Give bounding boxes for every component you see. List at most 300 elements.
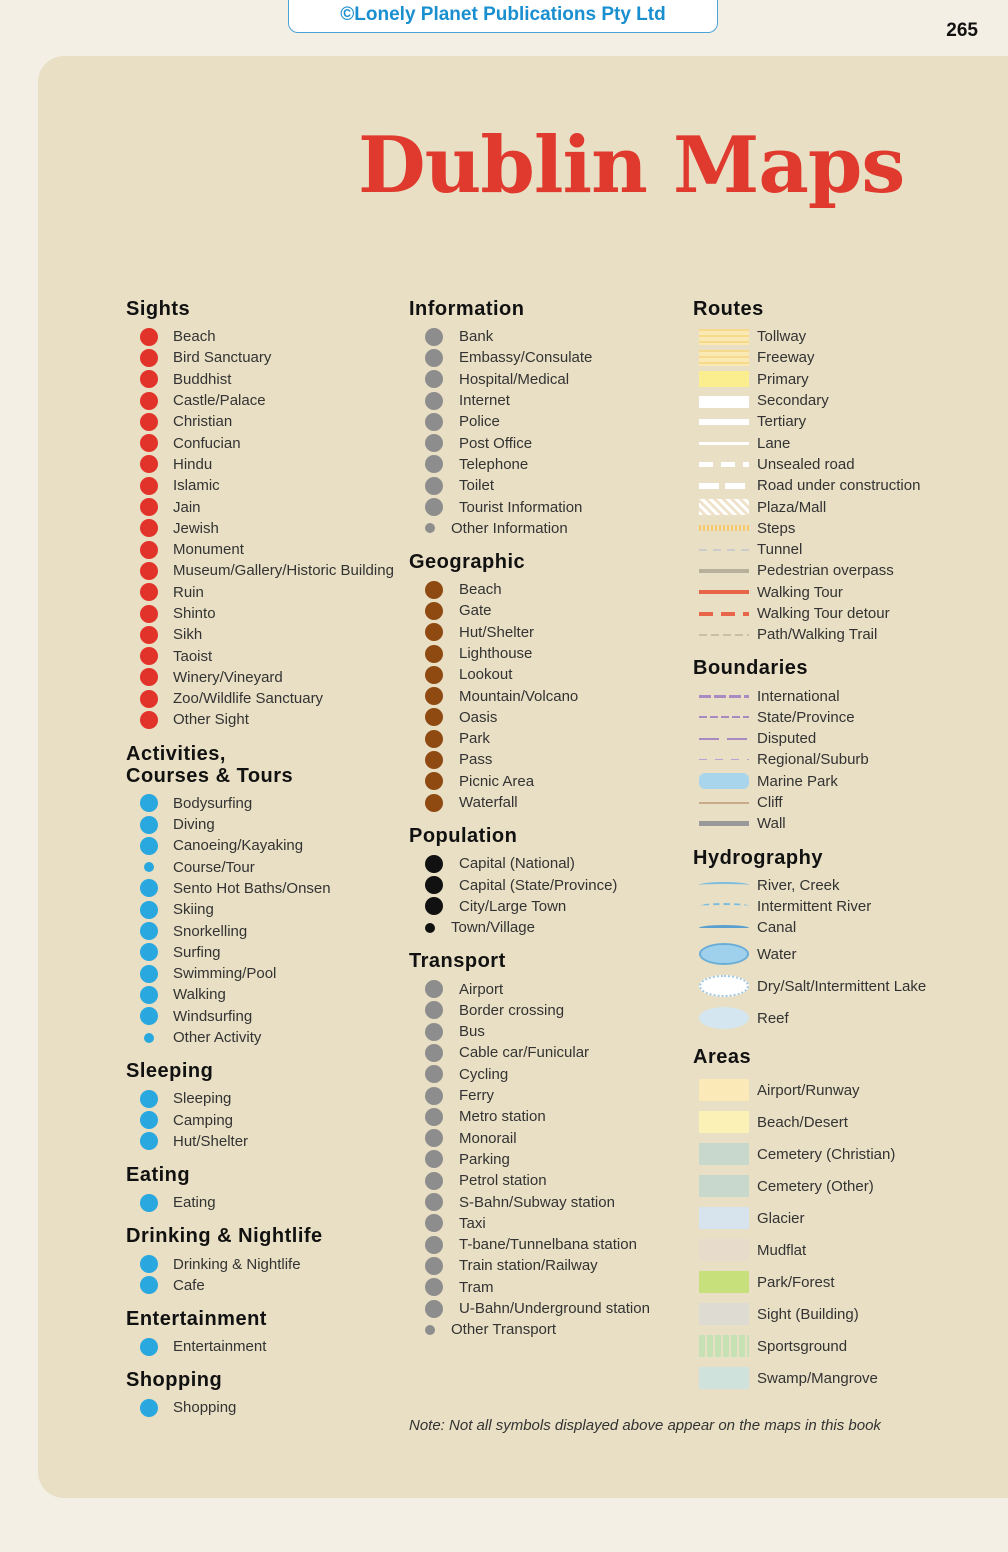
legend-item — [409, 896, 689, 917]
monorail-icon — [425, 1129, 443, 1147]
cliff-swatch-icon — [699, 794, 749, 812]
islamic-icon — [140, 477, 158, 495]
legend-item — [126, 1027, 396, 1048]
canoeing-kayaking-icon — [140, 837, 158, 855]
taoist-icon — [140, 647, 158, 665]
town-village-icon — [425, 923, 435, 933]
city-large-town-icon — [425, 897, 443, 915]
legend-label: Other Activity — [173, 1029, 262, 1047]
christian-icon — [140, 413, 158, 431]
legend-label: Capital (State/Province) — [459, 876, 618, 894]
legend-label: Toilet — [459, 477, 495, 495]
section-title: Sleeping — [126, 1060, 214, 1083]
legend-label: Snorkelling — [173, 922, 248, 940]
legend-item — [693, 792, 993, 813]
legend-label: Border crossing — [459, 1001, 565, 1019]
legend-label: River, Creek — [757, 876, 840, 894]
pass-icon — [425, 751, 443, 769]
legend-label: Sleeping — [173, 1090, 232, 1108]
telephone-icon — [425, 455, 443, 473]
cemetery-christian-swatch-icon — [699, 1145, 749, 1163]
capital-national-icon — [425, 855, 443, 873]
section-shopping — [126, 1369, 396, 1418]
airport-runway-swatch-icon — [699, 1081, 749, 1099]
legend-label: Reef — [757, 1009, 789, 1027]
cable-car-funicular-icon — [425, 1044, 443, 1062]
legend-label: Tertiary — [757, 413, 807, 431]
legend-item — [409, 347, 689, 368]
other-transport-icon — [425, 1325, 435, 1335]
legend-item — [693, 917, 993, 938]
legend-item — [126, 1131, 396, 1152]
legend-item — [693, 1202, 993, 1234]
legend-item — [126, 899, 396, 920]
legend-item — [126, 942, 396, 963]
legend-label: Monument — [173, 541, 244, 559]
legend-label: Canoeing/Kayaking — [173, 837, 304, 855]
legend-item — [409, 579, 689, 600]
train-station-railway-icon — [425, 1257, 443, 1275]
legend-label: Marine Park — [757, 772, 838, 790]
sento-hot-baths-onsen-icon — [140, 879, 158, 897]
page-title: Dublin Maps — [358, 120, 905, 211]
legend-item — [409, 1000, 689, 1021]
section-title: Shopping — [126, 1369, 223, 1392]
legend-item — [126, 920, 396, 941]
legend-label: Shopping — [173, 1399, 237, 1417]
legend-label: Airport — [459, 980, 504, 998]
t-bane-tunnelbana-station-icon — [425, 1236, 443, 1254]
legend-label: Parking — [459, 1150, 510, 1168]
legend-item — [409, 771, 689, 792]
section-areas — [693, 1046, 993, 1394]
walking-icon — [140, 986, 158, 1004]
legend-label: Hospital/Medical — [459, 370, 570, 388]
legend-label: Hut/Shelter — [459, 623, 535, 641]
section-activities-courses-tours — [126, 743, 396, 1049]
legend-label: Unsealed road — [757, 455, 855, 473]
legend-item — [126, 496, 396, 517]
legend-item — [693, 896, 993, 917]
legend-label: Cable car/Funicular — [459, 1044, 590, 1062]
section-title: Drinking & Nightlife — [126, 1225, 323, 1248]
legend-item — [126, 1192, 396, 1213]
legend-label: Intermittent River — [757, 897, 872, 915]
legend-label: Sportsground — [757, 1337, 848, 1355]
bus-icon — [425, 1023, 443, 1041]
lane-swatch-icon — [699, 434, 749, 452]
legend-item — [126, 1110, 396, 1131]
legend-item — [409, 1213, 689, 1234]
legend-label: Cemetery (Christian) — [757, 1145, 896, 1163]
legend-label: Eating — [173, 1194, 216, 1212]
legend-item — [126, 454, 396, 475]
legend-item — [409, 1191, 689, 1212]
ferry-icon — [425, 1087, 443, 1105]
legend-item — [409, 1170, 689, 1191]
legend-label: Lookout — [459, 666, 513, 684]
section-drinking-nightlife — [126, 1225, 396, 1296]
legend-label: Tourist Information — [459, 498, 583, 516]
confucian-icon — [140, 434, 158, 452]
legend-label: Ruin — [173, 583, 204, 601]
legend-item — [693, 369, 993, 390]
legend-label: Police — [459, 413, 500, 431]
legend-label: Hut/Shelter — [173, 1132, 249, 1150]
hospital-medical-icon — [425, 370, 443, 388]
legend-item — [409, 1021, 689, 1042]
section-title: Geographic — [409, 550, 526, 573]
swamp-mangrove-swatch-icon — [699, 1369, 749, 1387]
legend-label: Museum/Gallery/Historic Building — [173, 562, 394, 580]
metro-station-icon — [425, 1108, 443, 1126]
legend-item — [693, 390, 993, 411]
legend-item — [693, 582, 993, 603]
legend-item — [409, 454, 689, 475]
legend-item — [126, 793, 396, 814]
section-title: Transport — [409, 950, 506, 973]
marine-park-swatch-icon — [699, 772, 749, 790]
legend-column-2 — [409, 298, 689, 1352]
plaza-mall-swatch-icon — [699, 498, 749, 516]
legend-item — [409, 1042, 689, 1063]
legend-label: Jain — [173, 498, 201, 516]
legend-label: International — [757, 687, 840, 705]
legend-label: City/Large Town — [459, 897, 567, 915]
legend-item — [693, 707, 993, 728]
legend-label: Camping — [173, 1111, 234, 1129]
legend-item — [126, 645, 396, 666]
legend-label: T-bane/Tunnelbana station — [459, 1236, 637, 1254]
bank-icon — [425, 328, 443, 346]
legend-item — [693, 685, 993, 706]
legend-label: Cycling — [459, 1065, 509, 1083]
legend-item — [409, 496, 689, 517]
legend-item — [126, 347, 396, 368]
legend-item — [409, 1255, 689, 1276]
legend-label: Bus — [459, 1023, 485, 1041]
copyright-banner: ©Lonely Planet Publications Pty Ltd — [288, 0, 718, 33]
legend-label: Monorail — [459, 1129, 517, 1147]
legend-item — [409, 326, 689, 347]
legend-label: Drinking & Nightlife — [173, 1255, 301, 1273]
legend-item — [693, 771, 993, 792]
surfing-icon — [140, 943, 158, 961]
lighthouse-icon — [425, 645, 443, 663]
s-bahn-subway-station-icon — [425, 1193, 443, 1211]
legend-item — [409, 792, 689, 813]
international-swatch-icon — [699, 687, 749, 705]
section-title: Activities, Courses & Tours — [126, 742, 294, 787]
other-information-icon — [425, 523, 435, 533]
legend-item — [409, 518, 689, 539]
legend-item — [409, 917, 689, 938]
legend-label: Park — [459, 730, 490, 748]
legend-item — [409, 664, 689, 685]
section-title: Routes — [693, 298, 764, 320]
legend-label: Tunnel — [757, 541, 803, 559]
legend-item — [693, 1234, 993, 1266]
legend-item — [693, 411, 993, 432]
other-sight-icon — [140, 711, 158, 729]
dry-salt-intermittent-lake-swatch-icon — [699, 977, 749, 995]
castle-palace-icon — [140, 392, 158, 410]
legend-item — [409, 853, 689, 874]
legend-item — [409, 432, 689, 453]
path-walking-trail-swatch-icon — [699, 626, 749, 644]
legend-item — [409, 622, 689, 643]
border-crossing-icon — [425, 1001, 443, 1019]
section-title: Sights — [126, 298, 191, 320]
shinto-icon — [140, 605, 158, 623]
legend-label: Castle/Palace — [173, 392, 266, 410]
reef-swatch-icon — [699, 1009, 749, 1027]
cemetery-other-swatch-icon — [699, 1177, 749, 1195]
lookout-icon — [425, 666, 443, 684]
section-information — [409, 298, 689, 539]
wall-swatch-icon — [699, 815, 749, 833]
legend-label: Swamp/Mangrove — [757, 1369, 878, 1387]
legend-label: Skiing — [173, 901, 214, 919]
legend-item — [693, 1106, 993, 1138]
legend-label: Beach/Desert — [757, 1113, 848, 1131]
legend-label: Surfing — [173, 943, 221, 961]
legend-label: Capital (National) — [459, 855, 575, 873]
legend-item — [693, 603, 993, 624]
beach-desert-swatch-icon — [699, 1113, 749, 1131]
legend-label: Cliff — [757, 794, 783, 812]
legend-label: Taxi — [459, 1214, 486, 1232]
drinking-nightlife-icon — [140, 1255, 158, 1273]
legend-label: Taoist — [173, 647, 213, 665]
legend-item — [693, 813, 993, 834]
legend-label: Waterfall — [459, 794, 518, 812]
legend-item — [126, 603, 396, 624]
legend-label: Other Sight — [173, 711, 249, 729]
legend-label: Freeway — [757, 349, 815, 367]
section-hydrography — [693, 847, 993, 1035]
legend-label: Primary — [757, 370, 809, 388]
legend-item — [126, 1006, 396, 1027]
legend-label: Pedestrian overpass — [757, 562, 894, 580]
section-population — [409, 825, 689, 938]
legend-item — [409, 749, 689, 770]
legend-column-3 — [693, 298, 993, 1406]
legend-label: Lane — [757, 434, 791, 452]
legend-item — [693, 475, 993, 496]
river-creek-swatch-icon — [699, 876, 749, 894]
cafe-icon — [140, 1276, 158, 1294]
legend-item — [409, 707, 689, 728]
waterfall-icon — [425, 794, 443, 812]
road-under-construction-swatch-icon — [699, 477, 749, 495]
legend-label: Path/Walking Trail — [757, 626, 878, 644]
legend-label: Shinto — [173, 605, 216, 622]
legend-item — [409, 875, 689, 896]
section-title: Information — [409, 298, 525, 320]
monument-icon — [140, 541, 158, 559]
jain-icon — [140, 498, 158, 516]
unsealed-road-swatch-icon — [699, 455, 749, 473]
legend-item — [126, 390, 396, 411]
legend-label: Entertainment — [173, 1338, 267, 1356]
legend-label: Petrol station — [459, 1172, 547, 1190]
course-tour-icon — [144, 862, 154, 872]
other-activity-icon — [144, 1033, 154, 1043]
legend-label: Christian — [173, 413, 233, 431]
jewish-icon — [140, 519, 158, 537]
section-title: Areas — [693, 1046, 752, 1069]
legend-label: Other Information — [451, 519, 568, 537]
legend-item — [693, 1170, 993, 1202]
snorkelling-icon — [140, 922, 158, 940]
park-forest-swatch-icon — [699, 1273, 749, 1291]
legend-label: Water — [757, 945, 797, 963]
parking-icon — [425, 1150, 443, 1168]
capital-state-province-icon — [425, 876, 443, 894]
legend-item — [693, 1266, 993, 1298]
legend-label: Windsurfing — [173, 1007, 253, 1025]
section-title: Hydrography — [693, 846, 823, 869]
legend-label: Tollway — [757, 328, 807, 346]
swimming-pool-icon — [140, 965, 158, 983]
legend-item — [409, 390, 689, 411]
hut-shelter-icon — [140, 1132, 158, 1150]
legend-item — [693, 875, 993, 896]
section-transport — [409, 950, 689, 1340]
legend-item — [409, 475, 689, 496]
legend-item — [693, 1298, 993, 1330]
legend-item — [409, 1128, 689, 1149]
internet-icon — [425, 392, 443, 410]
legend-label: Town/Village — [451, 919, 535, 937]
legend-item — [126, 1336, 396, 1357]
legend-item — [409, 728, 689, 749]
legend-item — [126, 1275, 396, 1296]
legend-label: Park/Forest — [757, 1273, 835, 1291]
section-routes — [693, 298, 993, 645]
legend-item — [126, 518, 396, 539]
legend-item — [693, 347, 993, 368]
legend-item — [409, 1106, 689, 1127]
hut-shelter-icon — [425, 623, 443, 641]
legend-label: Mountain/Volcano — [459, 687, 579, 705]
legend-item — [126, 814, 396, 835]
airport-icon — [425, 980, 443, 998]
legend-label: Hindu — [173, 455, 213, 473]
legend-label: Sento Hot Baths/Onsen — [173, 879, 331, 897]
legend-label: Dry/Salt/Intermittent Lake — [757, 977, 927, 995]
legend-label: Walking — [173, 986, 226, 1004]
legend-item — [409, 1277, 689, 1298]
mudflat-swatch-icon — [699, 1241, 749, 1259]
legend-item — [126, 835, 396, 856]
beach-icon — [140, 328, 158, 346]
entertainment-icon — [140, 1338, 158, 1356]
water-swatch-icon — [699, 945, 749, 963]
legend-item — [693, 326, 993, 347]
legend-label: S-Bahn/Subway station — [459, 1193, 615, 1211]
legend-item — [126, 475, 396, 496]
legend-item — [409, 1298, 689, 1319]
eating-icon — [140, 1194, 158, 1212]
legend-label: Post Office — [459, 434, 533, 452]
legend-label: Metro station — [459, 1108, 546, 1126]
legend-label: State/Province — [757, 708, 855, 726]
legend-label: Walking Tour detour — [757, 605, 890, 622]
legend-label: Walking Tour — [757, 583, 843, 601]
embassy-consulate-icon — [425, 349, 443, 367]
legend-item — [126, 1088, 396, 1109]
legend-item — [126, 326, 396, 347]
legend-label: Oasis — [459, 708, 498, 726]
legend-item — [693, 454, 993, 475]
legend-item — [126, 411, 396, 432]
glacier-swatch-icon — [699, 1209, 749, 1227]
section-title: Eating — [126, 1164, 191, 1187]
legend-item — [693, 539, 993, 560]
canal-swatch-icon — [699, 919, 749, 937]
buddhist-icon — [140, 370, 158, 388]
legend-item — [409, 978, 689, 999]
legend-item — [126, 857, 396, 878]
zoo-wildlife-sanctuary-icon — [140, 690, 158, 708]
legend-label: Zoo/Wildlife Sanctuary — [173, 690, 324, 708]
legend-item — [693, 518, 993, 539]
legend-item — [409, 369, 689, 390]
legend-label: Plaza/Mall — [757, 498, 827, 516]
legend-label: Tram — [459, 1278, 494, 1296]
tollway-swatch-icon — [699, 328, 749, 346]
legend-item — [126, 1397, 396, 1418]
legend-label: Swimming/Pool — [173, 965, 277, 983]
diving-icon — [140, 816, 158, 834]
legend-item — [693, 728, 993, 749]
legend-label: U-Bahn/Underground station — [459, 1300, 650, 1318]
section-geographic — [409, 551, 689, 813]
disputed-swatch-icon — [699, 730, 749, 748]
legend-item — [409, 1149, 689, 1170]
legend-label: Glacier — [757, 1209, 805, 1227]
legend-label: Cemetery (Other) — [757, 1177, 874, 1195]
section-title: Boundaries — [693, 657, 809, 680]
legend-label: Bodysurfing — [173, 794, 253, 812]
section-entertainment — [126, 1308, 396, 1357]
legend-label: Islamic — [173, 477, 220, 495]
park-icon — [425, 730, 443, 748]
post-office-icon — [425, 434, 443, 452]
legend-label: Bird Sanctuary — [173, 349, 272, 367]
picnic-area-icon — [425, 772, 443, 790]
cycling-icon — [425, 1065, 443, 1083]
section-title: Entertainment — [126, 1307, 267, 1330]
legend-item — [126, 709, 396, 730]
legend-label: Course/Tour — [173, 858, 255, 876]
legend-column-1 — [126, 298, 396, 1431]
section-eating — [126, 1164, 396, 1213]
legend-label: Train station/Railway — [459, 1257, 598, 1275]
legend-label: Bank — [459, 328, 494, 346]
legend-item — [409, 1064, 689, 1085]
primary-swatch-icon — [699, 370, 749, 388]
legend-item — [126, 1253, 396, 1274]
legend-item — [409, 643, 689, 664]
sight-building-swatch-icon — [699, 1305, 749, 1323]
freeway-swatch-icon — [699, 349, 749, 367]
legend-item — [693, 1002, 993, 1034]
walking-tour-detour-swatch-icon — [699, 605, 749, 623]
legend-item — [409, 411, 689, 432]
